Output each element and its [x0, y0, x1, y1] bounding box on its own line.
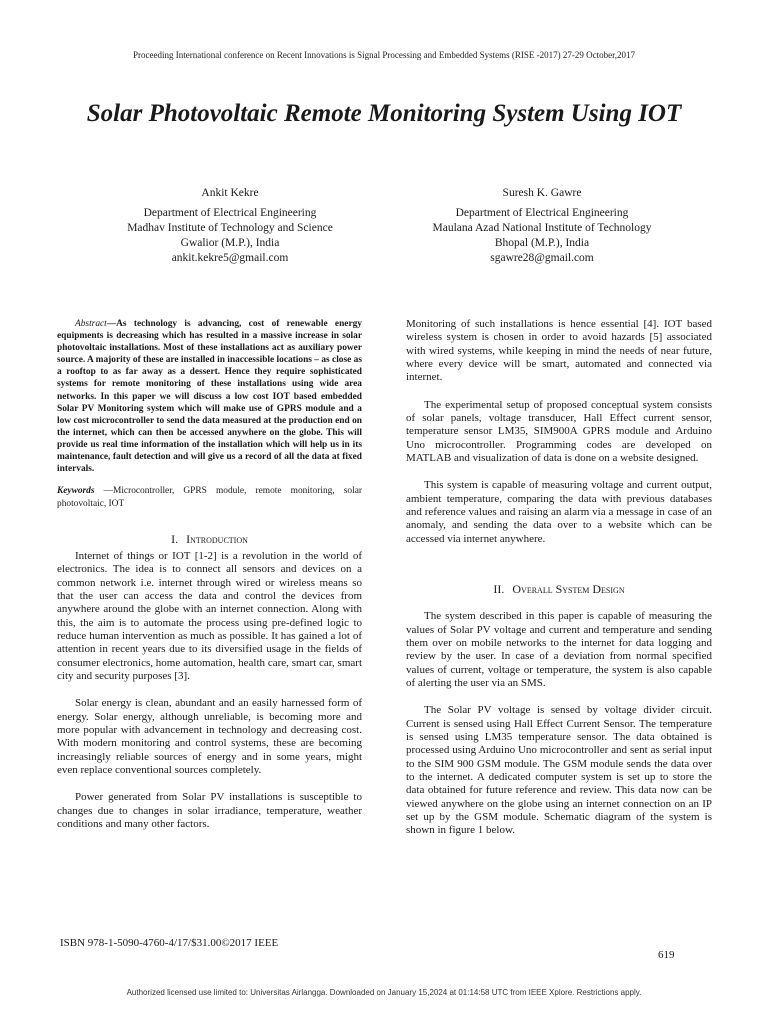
conference-header: Proceeding International conference on Recent Innovations is Signal Processing and Embedded Systems (RISE -2017) 27-29 October,2017	[132, 50, 636, 60]
paragraph: Solar energy is clean, abundant and an easily harnessed form of energy. Solar energy, although unreliable, is becoming more and more popular with advancement in technology and decreasing cost. With modern monitoring and control systems, these are becoming increasingly reliable sources of energy and in some years, might even replace conventional sources completely.	[57, 697, 362, 776]
author-location: Bhopal (M.P.), India	[494, 237, 590, 249]
page-number: 619	[658, 949, 675, 961]
paragraph: The system described in this paper is capable of measuring the values of Solar PV voltage and current and temperature and sending them over on mobile networks to the internet for data logging and review by the user. In case of a deviation from normal specified values of current, voltage or temperature, the system is also capable of alerting the user via an SMS.	[406, 610, 712, 689]
paragraph: Internet of things or IOT [1-2] is a revolution in the world of electronics. The idea is to connect all sensors and devices on a common network i.e. internet through wired or wireless means so that the user can access the data and control the devices from anywhere around the globe with an internet connection. Along with this, the aim is to automate the process using pre-defined logic to reduce human intervention as much as possible. It has gained a lot of attention in recent years due to its diversified usage in the fields of consumer electronics, home automation, health care, smart car, smart city and security purposes [3].	[57, 549, 362, 682]
right-column	[406, 318, 712, 838]
section-number: I.	[171, 531, 179, 546]
author-institute: Maulana Azad National Institute of Technology	[432, 222, 652, 234]
paragraph: Power generated from Solar PV installations is susceptible to changes due to changes in solar irradiance, temperature, weather conditions and many other factors.	[57, 791, 362, 830]
abstract-text: —As technology is advancing, cost of renewable energy equipments is decreasing which has resulted in a massive increase in solar photovoltaic installations. Most of these installations act as auxiliary power source. A majority of these are installed in inaccessible locations – as close as a rooftop to as far away as a dessert. Hence they require sophisticated systems for remote monitoring of these installations using wide area networks. In this paper we will discuss a low cost IOT based embedded Solar PV Monitoring system which will make use of GPRS module and a low cost microcontroller to send the data measured at the production end on the internet, which can then be accessed anywhere on the globe. This will provide us real time information of the installation which will help us in its maintenance, fault detection and will give us a record of all the data at fixed intervals.	[57, 319, 362, 475]
author-name: Ankit Kekre	[201, 187, 259, 199]
author-department: Department of Electrical Engineering	[143, 207, 317, 219]
paper-title: Solar Photovoltaic Remote Monitoring System Using IOT	[86, 100, 682, 127]
author-block-1	[60, 186, 400, 266]
keywords-label: Keywords	[57, 486, 95, 497]
author-name: Suresh K. Gawre	[502, 187, 582, 199]
keywords-text: —Microcontroller, GPRS module, remote monitoring, solar photovoltaic, IOT	[57, 486, 362, 510]
license-footer: Authorized licensed use limited to: Universitas Airlangga. Downloaded on January 15,2024 at 01:14:58 UTC from IEEE Xplore. Restrictions apply.	[126, 988, 642, 997]
author-email[interactable]: ankit.kekre5@gmail.com	[171, 252, 289, 264]
isbn-line: ISBN 978-1-5090-4760-4/17/$31.00©2017 IEEE	[60, 937, 279, 949]
left-column	[57, 318, 362, 831]
paragraph: Monitoring of such installations is hence essential [4]. IOT based wireless system is chosen in order to avoid hazards [5] associated with wired systems, while keeping in mind the needs of near future, where every device will be smart, automated and connected via internet.	[406, 318, 712, 384]
abstract-label: Abstract	[75, 319, 107, 329]
paragraph: This system is capable of measuring voltage and current output, ambient temperature, comparing the data with previous databases and reference values and raising an alarm via a message in case of an anomaly, and sending the data over to a website which can be accessed via internet anywhere.	[406, 479, 712, 545]
section-heading-system-design	[406, 582, 712, 596]
section-number: II.	[493, 582, 505, 597]
section-title: Overall System Design	[512, 582, 625, 597]
keywords	[57, 485, 362, 511]
author-location: Gwalior (M.P.), India	[180, 237, 280, 249]
section-heading-introduction	[57, 532, 362, 546]
author-institute: Madhav Institute of Technology and Science	[127, 222, 333, 234]
paragraph: The Solar PV voltage is sensed by voltage divider circuit. Current is sensed using Hall Effect Current Sensor. The temperature is sensed using LM35 temperature sensor. The data obtained is processed using Arduino Uno microcontroller and sent as serial input to the SIM 900 GSM module. The GSM module sends the data over to the internet. A dedicated computer system is set up to store the data obtained for future reference and review. This data now can be viewed anywhere on the globe using an internet connection on an IP set up by the GSM module. Schematic diagram of the system is shown in figure 1 below.	[406, 704, 712, 837]
author-block-2	[372, 186, 712, 266]
paragraph: The experimental setup of proposed conceptual system consists of solar panels, voltage transducer, Hall Effect current sensor, temperature sensor LM35, SIM900A GPRS module and Arduino Uno microcontroller. Programming codes are developed on MATLAB and visualization of data is done on a website designed.	[406, 398, 712, 465]
section-title: Introduction	[186, 531, 248, 546]
author-email[interactable]: sgawre28@gmail.com	[490, 252, 594, 264]
author-department: Department of Electrical Engineering	[455, 207, 629, 219]
abstract	[57, 318, 362, 475]
